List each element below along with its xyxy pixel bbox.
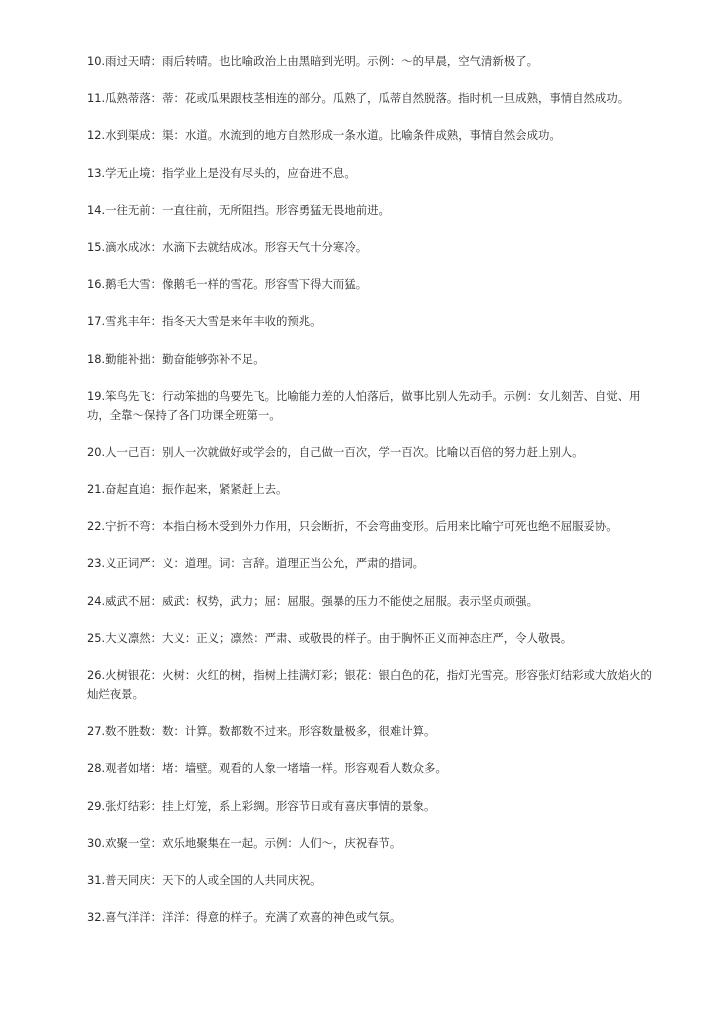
idiom-entry-18: 18.勤能补拙：勤奋能够弥补不足。 — [87, 351, 265, 366]
idiom-entry-15: 15.滴水成冰：水滴下去就结成冰。形容天气十分寒冷。 — [87, 239, 368, 254]
idiom-entry-25: 25.大义凛然：大义：正义；凛然：严肃、或敬畏的样子。由于胸怀正义而神态庄严，令人敬畏。 — [87, 630, 573, 645]
idiom-entry-12: 12.水到渠成：渠：水道。水流到的地方自然形成一条水道。比喻条件成熟，事情自然会成功。 — [87, 128, 561, 143]
idiom-entry-17: 17.雪兆丰年：指冬天大雪是来年丰收的预兆。 — [87, 314, 322, 329]
idiom-entry-27: 27.数不胜数：数：计算。数都数不过来。形容数量极多，很难计算。 — [87, 724, 436, 739]
idiom-entry-22: 22.宁折不弯：本指白杨木受到外力作用，只会断折，不会弯曲变形。后用来比喻宁可死也绝不屈服妥协。 — [87, 519, 618, 534]
idiom-entry-26: 26.火树银花：火树：火红的树，指树上挂满灯彩；银花：银白色的花，指灯光雪亮。形容张灯结彩或大放焰火的灿烂夜景。 — [87, 668, 652, 701]
idiom-entry-14: 14.一往无前：一直往前，无所阻挡。形容勇猛无畏地前进。 — [87, 202, 390, 217]
idiom-entry-32: 32.喜气洋洋：洋洋：得意的样子。充满了欢喜的神色或气氛。 — [87, 910, 402, 925]
idiom-entry-10: 10.雨过天晴：雨后转晴。也比喻政治上由黑暗到光明。示例：～的早晨，空气清新极了。 — [87, 54, 538, 68]
idiom-entry-28: 28.观者如堵：堵：墙壁。观看的人象一堵墙一样。形容观看人数众多。 — [87, 761, 447, 776]
idiom-entry-20: 20.人一己百：别人一次就做好或学会的，自己做一百次，学一百次。比喻以百倍的努力赶上别人。 — [87, 444, 584, 459]
idiom-entry-16: 16.鹅毛大雪：像鹅毛一样的雪花。形容雪下得大而猛。 — [87, 277, 368, 292]
idiom-entry-30: 30.欢聚一堂：欢乐地聚集在一起。示例：人们～，庆祝春节。 — [87, 835, 402, 850]
idiom-entry-19: 19.笨鸟先飞：行动笨拙的鸟要先飞。比喻能力差的人怕落后，做事比别人先动手。示例：女儿刻苦、自觉、用功，全靠～保持了各门功课全班第一。 — [87, 388, 641, 422]
idiom-entry-23: 23.义正词严：义：道理。词：言辞。道理正当公允，严肃的措词。 — [87, 556, 425, 571]
idiom-entry-21: 21.奋起直追：振作起来，紧紧赶上去。 — [87, 482, 288, 497]
document-page — [87, 52, 662, 945]
idiom-entry-13: 13.学无止境：指学业上是没有尽头的，应奋进不息。 — [87, 165, 356, 180]
idiom-entry-11: 11.瓜熟蒂落：蒂：花或瓜果跟枝茎相连的部分。瓜熟了，瓜蒂自然脱落。指时机一旦成熟，事情自然成功。 — [87, 91, 630, 106]
idiom-entry-31: 31.普天同庆：天下的人或全国的人共同庆祝。 — [87, 872, 322, 887]
idiom-entry-24: 24.威武不屈：威武：权势，武力；屈：屈服。强暴的压力不能使之屈服。表示坚贞顽强。 — [87, 593, 538, 608]
idiom-entry-29: 29.张灯结彩：挂上灯笼，系上彩绸。形容节日或有喜庆事情的景象。 — [87, 798, 436, 813]
